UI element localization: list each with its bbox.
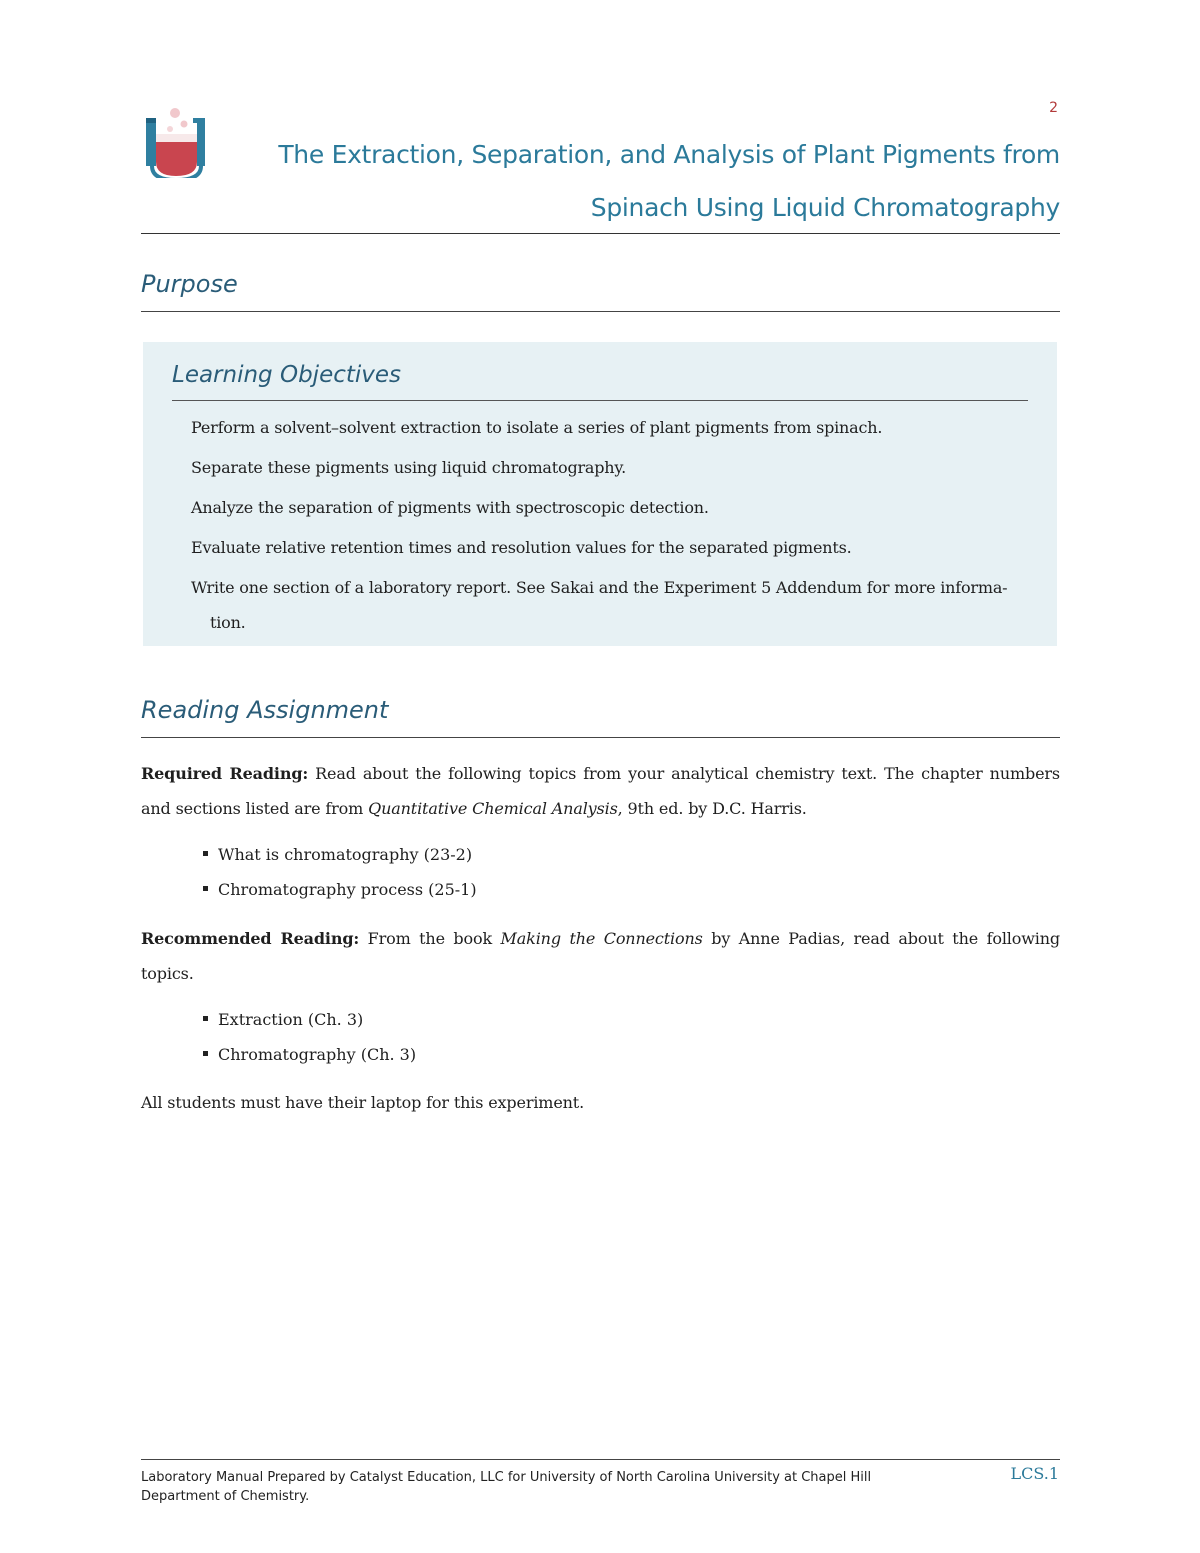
footer-credit: [141, 1468, 941, 1506]
bullet-icon: [203, 851, 208, 856]
learning-objectives-box: [143, 342, 1057, 646]
bullet-icon: [203, 1051, 208, 1056]
purpose-heading: Purpose: [141, 270, 238, 298]
header-divider: [141, 233, 1060, 234]
document-title-line-2: Spinach Using Liquid Chromatography: [590, 193, 1060, 222]
bullet-icon: [203, 886, 208, 891]
laptop-note: All students must have their laptop for this experiment.: [141, 1093, 585, 1112]
objective-item-continuation: tion.: [210, 613, 246, 632]
list-item: What is chromatography (23-2): [203, 845, 472, 864]
objective-item: Evaluate relative retention times and resolution values for the separated pigments.: [191, 538, 852, 557]
bullet-icon: [203, 1016, 208, 1021]
reading-assignment-heading: Reading Assignment: [141, 696, 389, 724]
required-book-title: Quantitative Chemical Analysis: [368, 799, 618, 818]
footer-credit-line-2: Department of Chemistry.: [141, 1489, 310, 1504]
footer-credit-line-1: Laboratory Manual Prepared by Catalyst Education, LLC for University of North Carolina University at Chapel Hill: [141, 1470, 872, 1485]
objective-item: Separate these pigments using liquid chromatography.: [191, 458, 627, 477]
objective-item: Write one section of a laboratory report. See Sakai and the Experiment 5 Addendum for more informa-: [191, 578, 1008, 597]
list-item: Extraction (Ch. 3): [203, 1010, 363, 1029]
list-item: Chromatography (Ch. 3): [203, 1045, 416, 1064]
objective-item: Analyze the separation of pigments with spectroscopic detection.: [191, 498, 709, 517]
learning-objectives-divider: [172, 400, 1028, 401]
recommended-reading-label: Recommended Reading:: [141, 929, 360, 948]
required-reading-label: Required Reading:: [141, 764, 309, 783]
recommended-book-title: Making the Connections: [500, 929, 703, 948]
corner-mark: 2: [1049, 100, 1058, 116]
beaker-logo-icon: [146, 104, 208, 178]
objective-item: Perform a solvent–solvent extraction to isolate a series of plant pigments from spinach.: [191, 418, 883, 437]
purpose-divider: [141, 311, 1060, 312]
footer-divider: [141, 1459, 1060, 1460]
page-number: LCS.1: [1010, 1464, 1059, 1483]
list-item: Chromatography process (25-1): [203, 880, 477, 899]
reading-assignment-divider: [141, 737, 1060, 738]
recommended-reading-paragraph: Recommended Reading: From the book Making the Connections by Anne Padias, read about the following topics.: [141, 929, 1061, 983]
page-header: [141, 100, 1060, 234]
document-title-line-1: The Extraction, Separation, and Analysis of Plant Pigments from: [278, 140, 1060, 169]
learning-objectives-heading: Learning Objectives: [172, 362, 402, 388]
required-reading-paragraph: Required Reading: Read about the following topics from your analytical chemistry text. The chapter numbers and sections listed are from Quantitative Chemical Analysis, 9th ed. by D.C. Harris.: [141, 764, 1060, 818]
